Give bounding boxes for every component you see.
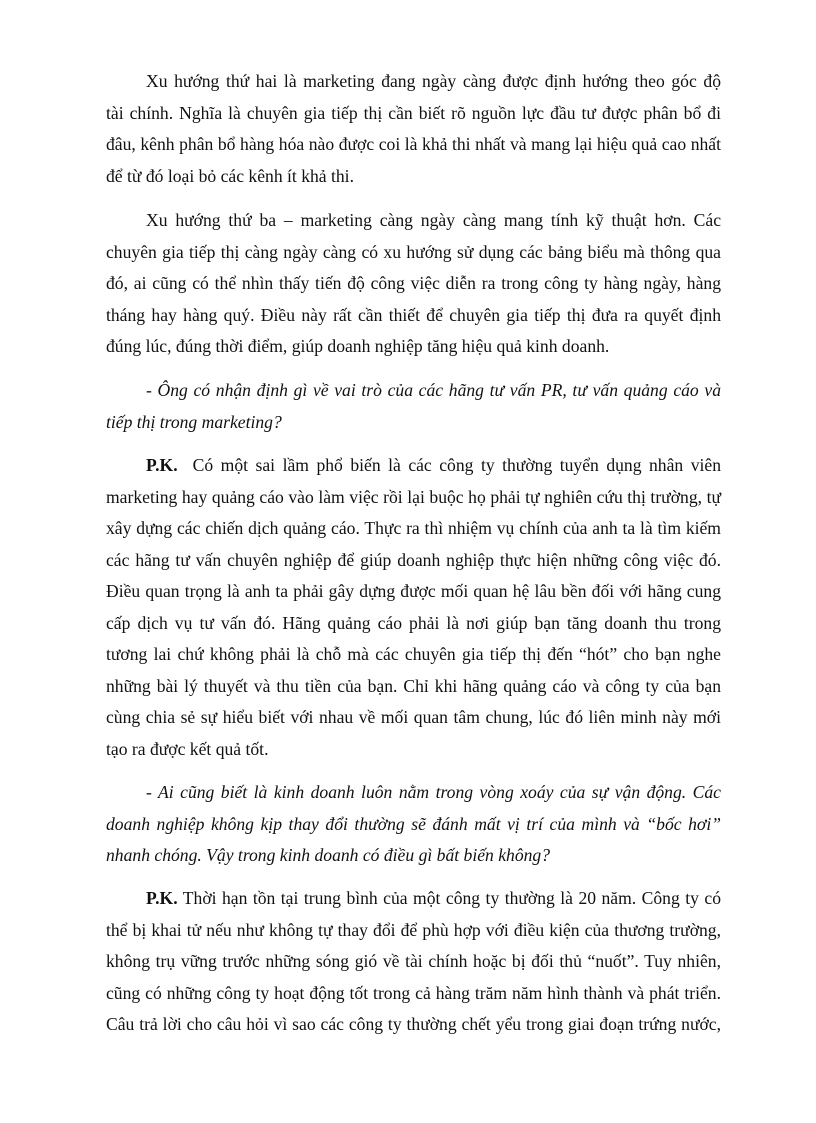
- text-line: Điều quan trọng là anh ta phải gây dựng được mối quan hệ lâu bền đối với hãng cung: [106, 581, 721, 601]
- paragraph-marketing-technical: [106, 205, 721, 363]
- text-line: tài chính. Nghĩa là chuyên gia tiếp thị cần biết rõ nguồn lực đầu tư được phân bổ đi: [106, 102, 721, 123]
- paragraph-marketing-finance: [106, 66, 721, 192]
- text-line: Câu trả lời cho câu hỏi vì sao các công ty thường chết yểu trong giai đoạn trứng nước,: [106, 1014, 721, 1034]
- speaker-label: P.K.: [146, 888, 178, 908]
- text-line-content: Có một sai lầm phổ biến là các công ty thường tuyển dụng nhân viên: [192, 455, 721, 475]
- text-line: cùng chia sẻ sự hiểu biết với nhau về mối quan tâm chung, lúc đó liên minh này mới: [106, 707, 721, 727]
- text-line: đâu, kênh phân bổ hàng hóa nào được coi là khả thi nhất và mang lại hiệu quả cao nhất: [106, 134, 721, 154]
- text-line: các hãng tư vấn chuyên nghiệp để giúp doanh nghiệp thực hiện những công việc đó.: [106, 549, 721, 570]
- speaker-label: P.K.: [146, 455, 178, 475]
- text-line-content: Thời hạn tồn tại trung bình của một công ty thường là 20 năm. Công ty có: [182, 888, 721, 908]
- text-line: marketing hay quảng cáo vào làm việc rồi lại buộc họ phải tự nghiên cứu thị trường, tự: [106, 486, 721, 507]
- answer-pr-agencies: [106, 450, 721, 765]
- text-line: đúng lúc, đúng thời điểm, giúp doanh nghiệp tăng hiệu quả kinh doanh.: [106, 336, 610, 356]
- text-line: tương lai chứ không phải là chỗ mà các chuyên gia tiếp thị đến “hót” cho bạn nghe: [106, 644, 721, 664]
- text-line: tạo ra được kết quả tốt.: [106, 738, 269, 759]
- text-line: không trụ vững trước những sóng gió về tài chính hoặc bị đối thủ “nuốt”. Tuy nhiên,: [106, 951, 721, 971]
- text-line: xây dựng các chiến dịch quảng cáo. Thực ra thì nhiệm vụ chính của anh ta là tìm kiếm: [106, 518, 721, 538]
- text-line: Xu hướng thứ ba – marketing càng ngày càng mang tính kỹ thuật hơn. Các: [146, 210, 721, 230]
- question-business-constants: [106, 777, 721, 872]
- text-line: tiếp thị trong marketing?: [106, 411, 282, 432]
- text-line: - Ông có nhận định gì về vai trò của các hãng tư vấn PR, tư vấn quảng cáo và: [146, 380, 721, 400]
- question-pr-agencies: [106, 375, 721, 438]
- text-line: chuyên gia tiếp thị càng ngày càng có xu hướng sử dụng các bảng biểu mà thông qua: [106, 241, 721, 262]
- text-line: thể bị khai tử nếu như không tự thay đổi để phù hợp với điều kiện của thương trường,: [106, 919, 721, 940]
- text-line: những bài lý thuyết và thu tiền của bạn. Chỉ khi hãng quảng cáo và công ty của bạn: [106, 675, 721, 696]
- text-line: - Ai cũng biết là kinh doanh luôn nằm trong vòng xoáy của sự vận động. Các: [146, 782, 721, 802]
- text-line: [106, 450, 721, 482]
- text-line: đó, ai cũng có thể nhìn thấy tiến độ công việc diễn ra trong công ty hàng ngày, hàng: [106, 273, 721, 293]
- text-line: [106, 883, 721, 915]
- answer-business-constants: [106, 883, 721, 1041]
- text-line: tháng hay hàng quý. Điều này rất cần thiết để chuyên gia tiếp thị đưa ra quyết định: [106, 304, 721, 325]
- text-line: nhanh chóng. Vậy trong kinh doanh có điều gì bất biến không?: [106, 845, 551, 865]
- text-line: Xu hướng thứ hai là marketing đang ngày càng được định hướng theo góc độ: [146, 71, 721, 91]
- text-line: cũng có những công ty hoạt động tốt trong cả hàng trăm năm hình thành và phát triển.: [106, 982, 721, 1003]
- text-line: để từ đó loại bỏ các kênh ít khả thi.: [106, 165, 354, 186]
- text-line: cấp dịch vụ tư vấn đó. Hãng quảng cáo phải là nơi giúp bạn tăng doanh thu trong: [106, 612, 721, 633]
- text-line: doanh nghiệp không kịp thay đổi thường sẽ đánh mất vị trí của mình và “bốc hơi”: [106, 813, 721, 834]
